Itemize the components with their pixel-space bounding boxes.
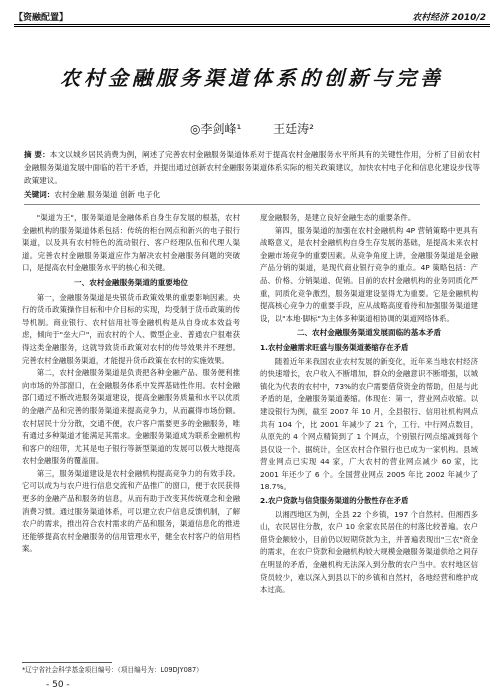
author-1: ◎李剑峰¹ [190,122,242,136]
section-heading-1: 一、农村金融服务渠道的重要地位 [74,277,188,287]
footnote: *辽宁省社会科学基金项目编号：（项目编号为：L09DJY087） [22,666,203,674]
header-journal: 农村经济 2010/2 [412,13,486,23]
keywords [24,188,480,201]
keywords-text: 农村金融 服务渠道 创新 电子化 [54,190,161,199]
paragraph: 第四，服务渠道的加强在农村金融机构 4P 营销策略中更具有战略意义，是农村金融机构自身生存发展的基础，是提高未来农村金融市场竞争的重要因素。从竞争角度上讲，金融服务渠道是金融产品分销的渠道，是现代商业银行竞争的重点。4P 策略包括：产品、价格、分销渠道、促销。目前的农村金融机构的业务同质化严重，同质化竞争激烈，服务渠道建设显得尤为重要。它是金融机构提高核心竞争力的重要手段，应从战略高度看待和加强服务渠道建设，以"本地·脚标"为主体多种渠道相协调的渠道网络体系。 [260,225,478,323]
author-2: 王廷涛² [273,122,314,136]
paragraph: 第一，金融服务渠道是央银货币政策效果的重要影响因素。央行的货币政策操作目标和中介目标的实现，均受制于货币政策的传导机制。商业银行、农村信用社等金融机构是从自身成本效益考虑，倾向于"垒大户"，而农村的个人、微型企业、普通农户很难获得这类金融服务，这就导致货币政策对农村的传导效果并不理想。完善农村金融服务渠道，才能提升货币政策在农村的实施效果。 [22,292,240,365]
section-heading-2: 二、农村金融服务渠道发展面临的基本矛盾 [296,328,442,338]
footnote-rule [22,662,112,663]
keywords-label: 关键词： [24,190,55,199]
intro-paragraph: "渠道为王"，服务渠道是金融体系自身生存发展的根基，农村金融机构的服务渠道体系包括：传统的柜台网点和新兴的电子银行渠道，以及具有农村特色的流动银行、客户经理队伍和代理人渠道。完善农村金融服务渠道应作为解决农村金融服务问题的突破口，是提高农村金融服务水平的核心和关键。 [22,213,240,273]
page-number: - 50 - [46,680,70,690]
abstract-separator [24,204,480,205]
subheading-1: 1.农村金融需求旺盛与服务渠道萎缩存在矛盾 [260,342,409,352]
abstract-text: 本文以城乡居民消费为例，阐述了完善农村金融服务渠道体系对于提高农村金融服务水平所具有的关键性作用，分析了目前农村金融服务渠道发展中面临的若干矛盾，并提出通过创新农村金融服务渠道体系实际的相关政策建议，加快农村电子化和信息化建设步伐等政策建议。 [24,150,480,185]
abstract [24,148,480,187]
right-column [260,212,478,597]
header-rule [14,24,490,27]
paragraph: 随着近年来我国农业农村发展的新变化，近年来当地农村经济的快速增长，农户收入不断增加，群众的金融意识不断增强，以城镇化为代表的农村中，73%的农户需要借贷资金的帮助，但是与此矛盾的是，金融服务渠道萎缩。体现在：第一，营业网点收缩。以建设银行为例，截至 2007 年 10 月，全县银行、信用社机构网点共有 104 个，比 2001 年减少了 21 个，工行、中行网点数目，从原先的 4 个网点精简到了 1 个网点，个别银行网点缩减到每个县仅设一个。据统计，全区农村合作银行也已成为一家机构。县域营业网点已实现 44 家，广大农村的营业网点减少 60 家，比 2001 年还少了 6 个。全国营业网点 2005 年比 2002 年减少了 18.7%。 [260,356,478,492]
subheading-2: 2.农户贷款与信贷服务渠道的分散性存在矛盾 [260,496,409,506]
paragraph: 第二，农村金融服务渠道是负责把各种金融产品、服务便利推向市场的外部窗口，在金融服务体系中发挥基础性作用。农村金融部门通过不断改进服务渠道建设，提高金融服务质量和水平以优质的金融产品和完善的服务渠道来提高竞争力，从而赢得市场份额。农村居民十分分散，交通不便，农户客户需要更多的金融服务，唯有通过多种渠道才能满足其需求。金融服务渠道成为联系金融机构和客户的纽带，尤其是电子银行等新型渠道的发展可以极大地提高农村金融服务的覆盖面。 [22,368,240,466]
authors [0,120,504,137]
paragraph: 以湘西地区为例，全县 22 个乡镇，197 个自然村。但湘西多山，农民居住分散，农户 10 余家农民居住的村落比较普遍。农户借贷金额较小，目前仍以短期贷款为主，并普遍表现出"三农"资金的需求，在农户贷款和金融机构较大规模金融服务渠道供给之间存在明显的矛盾，金融机构无法深入到分散的农户当中。农村地区信贷员较少，难以深入到县以下的乡镇和自然村，各地经营和维护成本过高。 [260,509,478,595]
left-column [22,212,240,556]
abstract-label: 摘 要： [24,150,50,159]
paragraph: 度金融服务，是建立良好金融生态的重要条件。 [260,213,416,222]
article-title: 农村金融服务渠道体系的创新与完善 [60,66,444,90]
paragraph: 第三，服务渠道建设是农村金融机构提高竞争力的有效手段。它可以成为与农户进行信息交流和产品推广的窗口，便于农民获得更多的金融产品和服务的信息，从而有助于改变其传统观念和金融消费习惯。通过服务渠道体系，可以建立农户信息反馈机制，了解农户的需求，推出符合农村需求的产品和服务，渠道信息化的推进还能够提高农村金融服务的信用管理水平，健全农村客户的信用档案。 [22,468,240,554]
header-section: 【资融配置】 [14,13,69,23]
